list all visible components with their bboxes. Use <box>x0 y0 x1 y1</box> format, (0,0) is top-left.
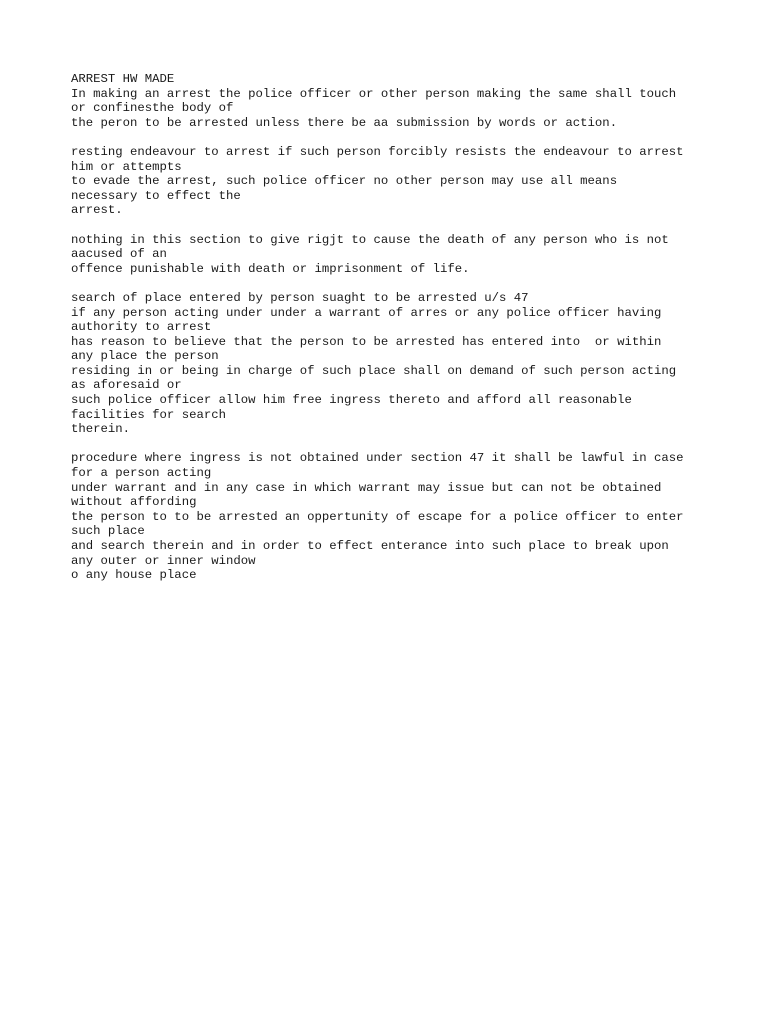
paragraph <box>71 145 711 218</box>
text-line: authority to arrest <box>71 320 212 335</box>
text-line: facilities for search <box>71 407 226 422</box>
text-line: any place the person <box>71 349 219 364</box>
text-line: or confinesthe body of <box>71 101 234 116</box>
text-line: such police officer allow him free ingress thereto and afford all reasonable <box>71 393 632 408</box>
paragraph-spacer <box>71 437 711 452</box>
text-line: such place <box>71 524 145 539</box>
text-line: any outer or inner window <box>71 553 256 568</box>
text-line: residing in or being in charge of such place shall on demand of such person acting <box>71 363 677 378</box>
text-line: In making an arrest the police officer or other person making the same shall touch <box>71 86 677 101</box>
text-line: aacused of an <box>71 247 167 262</box>
text-line: the peron to be arrested unless there be aa submission by words or action. <box>71 115 618 130</box>
text-line: the person to to be arrested an oppertunity of escape for a police officer to enter <box>71 509 684 524</box>
text-line: therein. <box>71 422 131 437</box>
text-line: procedure where ingress is not obtained under section 47 it shall be lawful in case <box>71 451 684 466</box>
text-line: nothing in this section to give rigjt to cause the death of any person who is not <box>71 232 669 247</box>
text-line: for a person acting <box>71 466 212 481</box>
text-line: ARREST HW MADE <box>71 72 175 86</box>
paragraph-spacer <box>71 130 711 145</box>
document-text <box>71 72 711 583</box>
paragraph <box>71 233 711 277</box>
text-line: has reason to believe that the person to be arrested has entered into or within <box>71 334 662 349</box>
text-line: resting endeavour to arrest if such person forcibly resists the endeavour to arrest <box>71 144 684 159</box>
text-line: arrest. <box>71 203 123 218</box>
text-line: if any person acting under under a warrant of arres or any police officer having <box>71 305 662 320</box>
text-line: necessary to effect the <box>71 188 241 203</box>
text-line: as aforesaid or <box>71 378 182 393</box>
text-line: without affording <box>71 495 197 510</box>
text-line: to evade the arrest, such police officer no other person may use all means <box>71 174 618 189</box>
paragraph-spacer <box>71 218 711 233</box>
text-line: o any house place <box>71 568 197 583</box>
text-line: search of place entered by person suaght to be arrested u/s 47 <box>71 290 529 305</box>
paragraph <box>71 451 711 582</box>
text-line: under warrant and in any case in which warrant may issue but can not be obtained <box>71 480 662 495</box>
text-line: and search therein and in order to effect enterance into such place to break upon <box>71 539 669 553</box>
paragraph <box>71 72 711 130</box>
paragraph-spacer <box>71 276 711 291</box>
text-line: offence punishable with death or imprisonment of life. <box>71 261 470 276</box>
text-line: him or attempts <box>71 159 182 174</box>
paragraph <box>71 291 711 437</box>
